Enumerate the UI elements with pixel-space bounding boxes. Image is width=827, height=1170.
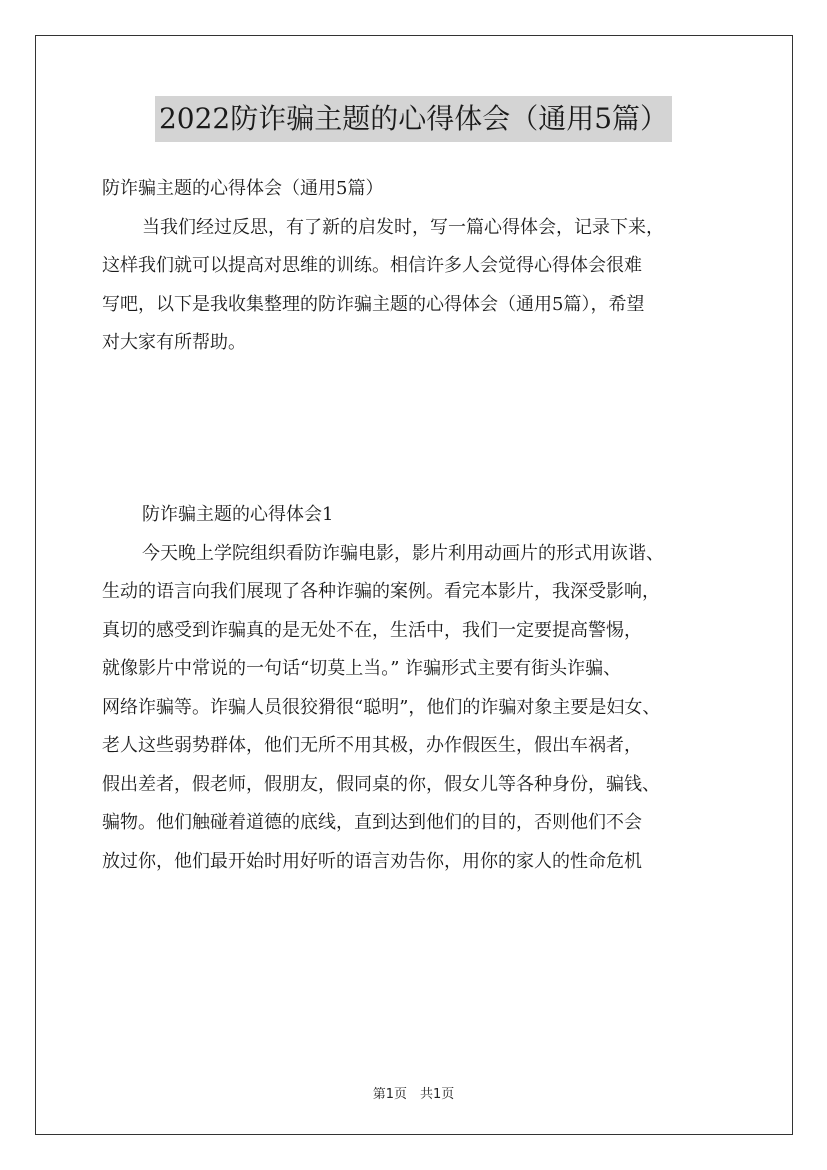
page-number: 第1页 共1页	[372, 1087, 455, 1102]
document-body-top	[102, 170, 742, 363]
document-title: 2022防诈骗主题的心得体会（通用5篇）	[155, 96, 672, 142]
intro-line: 当我们经过反思，有了新的启发时，写一篇心得体会，记录下来，	[142, 216, 664, 238]
section-line: 假出差者，假老师，假朋友，假同桌的你，假女儿等各种身份，骗钱、	[102, 773, 660, 795]
section-line: 生动的语言向我们展现了各种诈骗的案例。看完本影片，我深受影响，	[102, 581, 660, 602]
intro-line: 对大家有所帮助。	[102, 332, 246, 353]
document-subtitle: 防诈骗主题的心得体会（通用5篇）	[102, 178, 384, 199]
page-footer	[0, 1083, 827, 1102]
section-line: 网络诈骗等。诈骗人员很狡猾很“聪明”，他们的诈骗对象主要是妇女、	[102, 696, 661, 718]
section-line: 放过你，他们最开始时用好听的语言劝告你，用你的家人的性命危机	[102, 850, 642, 872]
section-heading: 防诈骗主题的心得体会1	[142, 504, 334, 525]
section-line: 今天晚上学院组织看防诈骗电影，影片利用动画片的形式用诙谐、	[142, 542, 664, 564]
title-container	[0, 96, 827, 142]
section-line: 真切的感受到诈骗真的是无处不在，生活中，我们一定要提高警惕，	[102, 619, 642, 641]
document-section	[102, 496, 742, 881]
section-line: 老人这些弱势群体，他们无所不用其极，办作假医生，假出车祸者，	[102, 735, 642, 756]
intro-line: 这样我们就可以提高对思维的训练。相信许多人会觉得心得体会很难	[102, 255, 642, 276]
intro-line: 写吧，以下是我收集整理的防诈骗主题的心得体会（通用5篇），希望	[102, 293, 645, 315]
section-line: 就像影片中常说的一句话“切莫上当。” 诈骗形式主要有街头诈骗、	[102, 658, 622, 679]
section-line: 骗物。他们触碰着道德的底线，直到达到他们的目的，否则他们不会	[102, 812, 642, 833]
